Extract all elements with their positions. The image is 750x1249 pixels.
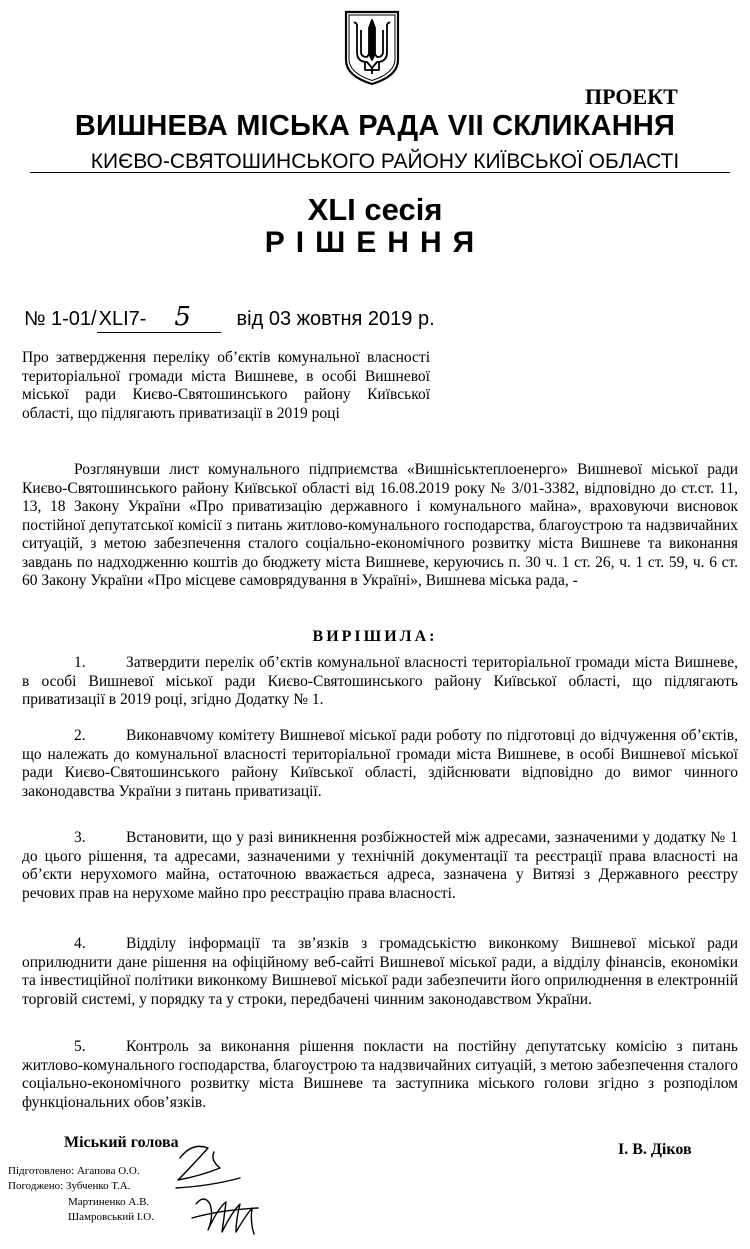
agreed-by-2: Мартиненко А.В.: [68, 1196, 150, 1208]
item-text: Встановити, що у разі виникнення розбіжностей між адресами, зазначеними у додатку № 1 до цього рішення, та адресами, зазначеними у технічній документації та реєстрації права власності на об’єкти нерухомого майна, остаточною вважається адреса, зазначена у Витязі з Державного реєстру речових прав на нерухоме майно про реєстрацію права власності.: [22, 829, 738, 902]
resolution-item-2: [22, 727, 738, 801]
handwritten-signature: [170, 1138, 290, 1243]
council-title: ВИШНЕВА МІСЬКА РАДА VII СКЛИКАННЯ: [74, 110, 676, 142]
decision-subject: Про затвердження переліку об’єктів комунальної власності територіальної громади міста Вишневе, в особі Вишневої міської ради Києво-Святошинського району Київської області, що підлягають приватизації в 2019 році: [22, 349, 430, 422]
decision-number-line: [24, 302, 435, 333]
resolution-item-3: [22, 829, 738, 903]
agreed-by-3: Шамровський І.О.: [68, 1211, 154, 1223]
resolution-item-1: [22, 654, 738, 710]
number-code: XLI7-: [98, 308, 147, 330]
district-subtitle: КИЄВО-СВЯТОШИНСЬКОГО РАЙОНУ КИЇВСЬКОЇ ОБЛАСТІ: [90, 150, 680, 173]
preamble-paragraph: Розглянувши лист комунального підприємства «Вишніськтеплоенерго» Вишневої міської ради Києво-Святошинського району Київської області від 16.08.2019 року № 3/01-3382, відповідно до ст.ст. 11, 13, 18 Закону України «Про приватизацію державного і комунального майна», враховуючи висновок постійної депутатської комісії з питань житлово-комунального господарства, благоустрою та надзвичайних ситуацій, з метою забезпечення сталого соціально-економічного розвитку міста Вишневе та виконання завдань по надходженню коштів до бюджету міста Вишневе, керуючись п. 30 ч. 1 ст. 26, ч. 1 ст. 59, ч. 6 ст. 60 Закону України «Про місцеве самоврядування в Україні», Вишнева міська рада, -: [22, 461, 738, 589]
number-field: [97, 302, 221, 333]
decision-title: РІШЕННЯ: [264, 226, 486, 259]
item-number: 4.: [74, 935, 86, 952]
agreed-by: Погоджено: Зубченко Т.А.: [8, 1180, 131, 1192]
draft-mark: ПРОЕКТ: [585, 84, 678, 109]
item-text: Виконавчому комітету Вишневої міської ради роботу по підготовці до відчуження об’єктів, що належать до комунальної власності територіальної громади міста Вишневе, в особі Вишневої міської ради Києво-Святошинського району Київської області, здійснювати відповідно до вимог чинного законодавства України з питань приватизації.: [22, 727, 738, 800]
session-title: XLI сесія: [307, 192, 443, 227]
resolved-heading: ВИРІШИЛА:: [312, 628, 438, 645]
item-text: Відділу інформації та зв’язків з громадськістю виконкому Вишневої міської ради оприлюднити дане рішення на офіційному веб-сайті Вишневої міської ради, а відділу фінансів, економіки та інвестиційної політики виконкому Вишневої міської ради забезпечити його оприлюднення в електронній торговій системі, у порядку та у строки, передбачені чинним законодавством України.: [22, 935, 738, 1008]
trident-coat-of-arms-icon: [343, 10, 401, 86]
resolution-item-5: [22, 1038, 738, 1112]
item-text: Затвердити перелік об’єктів комунальної власності територіальної громади міста Вишневе, в особі Вишневої міської ради Києво-Святошинського району Київської області, що підлягають приватизації в 2019 році, згідно Додатку № 1.: [22, 654, 738, 708]
item-number: 2.: [74, 727, 86, 744]
prepared-by: Підготовлено: Агапова О.О.: [8, 1165, 140, 1177]
header-divider: [30, 172, 730, 173]
resolution-item-4: [22, 935, 738, 1009]
item-text: Контроль за виконання рішення покласти на постійну депутатську комісію з питань житлово-комунального господарства, благоустрою та надзвичайних ситуацій, з метою забезпечення сталого соціально-економічного розвитку міста Вишневе та заступника міського голови згідно з розподілом функціональних обов’язків.: [22, 1038, 738, 1111]
signature-title: Міський голова: [64, 1134, 179, 1151]
item-number: 5.: [74, 1038, 86, 1055]
handwritten-number: 5: [174, 302, 191, 332]
item-number: 3.: [74, 829, 86, 846]
decision-date: від 03 жовтня 2019 р.: [236, 308, 435, 330]
item-number: 1.: [74, 654, 86, 671]
number-prefix: № 1-01/: [24, 308, 97, 330]
signature-name: І. В. Діков: [618, 1141, 692, 1158]
